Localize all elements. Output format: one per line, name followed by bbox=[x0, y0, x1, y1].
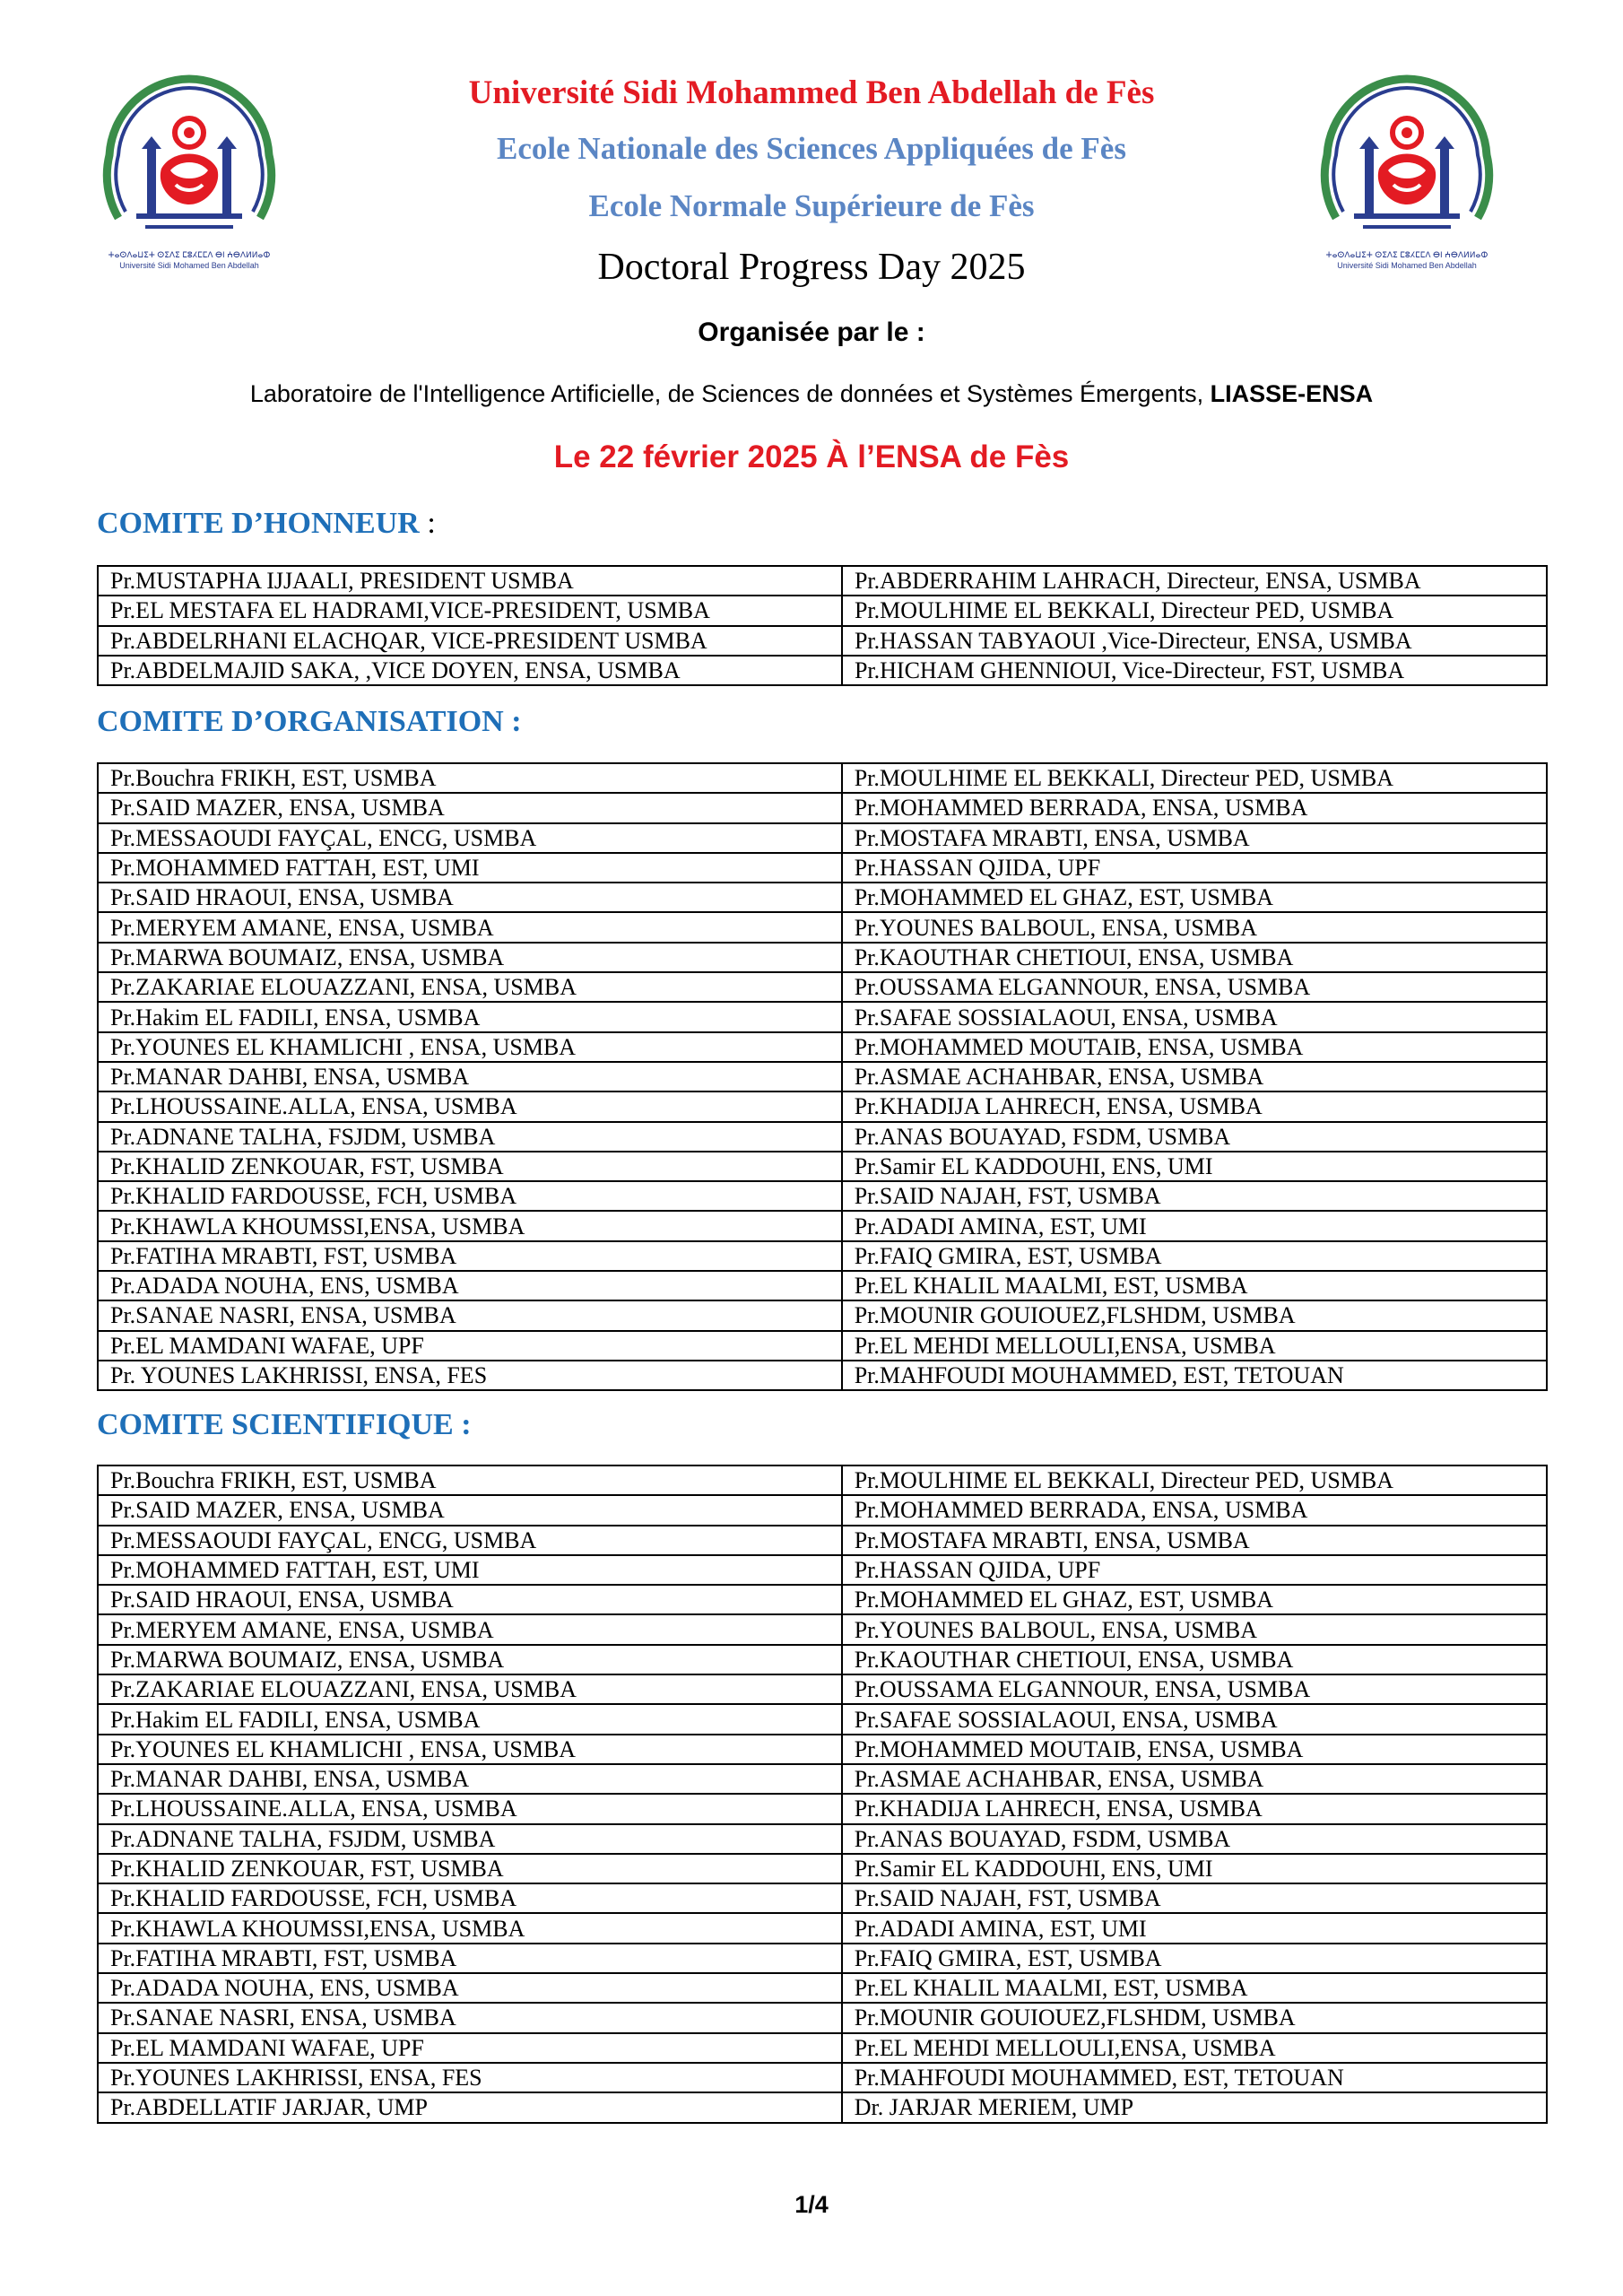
table-row bbox=[98, 823, 1547, 853]
table-row bbox=[98, 1794, 1547, 1823]
member-cell-right: Pr.SAFAE SOSSIALAOUI, ENSA, USMBA bbox=[842, 1704, 1547, 1734]
member-cell-left: Pr.ADNANE TALHA, FSJDM, USMBA bbox=[98, 1122, 842, 1152]
member-cell-left: Pr.ADADA NOUHA, ENS, USMBA bbox=[98, 1973, 842, 2003]
member-cell-left: Pr.LHOUSSAINE.ALLA, ENSA, USMBA bbox=[98, 1794, 842, 1823]
member-cell-left: Pr.KHALID FARDOUSSE, FCH, USMBA bbox=[98, 1181, 842, 1211]
table-row bbox=[98, 2092, 1547, 2122]
member-cell-right: Pr.MOULHIME EL BEKKALI, Directeur PED, USMBA bbox=[842, 596, 1547, 625]
member-cell-left: Pr.Hakim EL FADILI, ENSA, USMBA bbox=[98, 1704, 842, 1734]
table-row bbox=[98, 1465, 1547, 1495]
table-row bbox=[98, 1361, 1547, 1390]
member-cell-left: Pr. YOUNES LAKHRISSI, ENSA, FES bbox=[98, 1361, 842, 1390]
table-row bbox=[98, 1032, 1547, 1062]
member-cell-right: Pr.MAHFOUDI MOUHAMMED, EST, TETOUAN bbox=[842, 1361, 1547, 1390]
member-cell-right: Pr.HASSAN TABYAOUI ,Vice-Directeur, ENSA, USMBA bbox=[842, 626, 1547, 656]
member-cell-left: Pr.MARWA BOUMAIZ, ENSA, USMBA bbox=[98, 943, 842, 972]
table-row bbox=[98, 1002, 1547, 1031]
table-row bbox=[98, 656, 1547, 685]
member-cell-left: Pr.ABDELLATIF JARJAR, UMP bbox=[98, 2092, 842, 2122]
member-cell-left: Pr.ADNANE TALHA, FSJDM, USMBA bbox=[98, 1824, 842, 1854]
table-row bbox=[98, 853, 1547, 883]
member-cell-right: Pr.ASMAE ACHAHBAR, ENSA, USMBA bbox=[842, 1764, 1547, 1794]
member-cell-left: Pr.KHALID FARDOUSSE, FCH, USMBA bbox=[98, 1883, 842, 1913]
table-row bbox=[98, 1854, 1547, 1883]
member-cell-left: Pr.MARWA BOUMAIZ, ENSA, USMBA bbox=[98, 1645, 842, 1674]
member-cell-right: Pr.MOUNIR GOUIOUEZ,FLSHDM, USMBA bbox=[842, 1300, 1547, 1330]
table-comite-scientifique bbox=[97, 1465, 1548, 2124]
table-row bbox=[98, 566, 1547, 596]
table-comite-honneur bbox=[97, 565, 1548, 686]
member-cell-right: Pr.YOUNES BALBOUL, ENSA, USMBA bbox=[842, 1614, 1547, 1644]
table-row bbox=[98, 1300, 1547, 1330]
member-cell-left: Pr.MUSTAPHA IJJAALI, PRESIDENT USMBA bbox=[98, 566, 842, 596]
member-cell-left: Pr.MERYEM AMANE, ENSA, USMBA bbox=[98, 1614, 842, 1644]
member-cell-left: Pr.EL MAMDANI WAFAE, UPF bbox=[98, 2033, 842, 2063]
member-cell-left: Pr.SAID MAZER, ENSA, USMBA bbox=[98, 793, 842, 822]
laboratory-acronym: LIASSE-ENSA bbox=[1210, 380, 1374, 407]
member-cell-right: Pr.ADADI AMINA, EST, UMI bbox=[842, 1211, 1547, 1240]
table-row bbox=[98, 626, 1547, 656]
member-cell-right: Pr.OUSSAMA ELGANNOUR, ENSA, USMBA bbox=[842, 1674, 1547, 1704]
member-cell-right: Pr.Samir EL KADDOUHI, ENS, UMI bbox=[842, 1152, 1547, 1181]
member-cell-right: Pr.MOHAMMED EL GHAZ, EST, USMBA bbox=[842, 883, 1547, 912]
table-row bbox=[98, 2063, 1547, 2092]
member-cell-right: Pr.MOHAMMED BERRADA, ENSA, USMBA bbox=[842, 1495, 1547, 1525]
laboratory-name: Laboratoire de l'Intelligence Artificielle, de Sciences de données et Systèmes Émergents, bbox=[249, 380, 1204, 407]
member-cell-right: Pr.KHADIJA LAHRECH, ENSA, USMBA bbox=[842, 1794, 1547, 1823]
member-cell-left: Pr.ADADA NOUHA, ENS, USMBA bbox=[98, 1271, 842, 1300]
table-row bbox=[98, 1764, 1547, 1794]
table-row bbox=[98, 972, 1547, 1002]
member-cell-left: Pr.YOUNES EL KHAMLICHI , ENSA, USMBA bbox=[98, 1735, 842, 1764]
table-row bbox=[98, 1735, 1547, 1764]
table-row bbox=[98, 1645, 1547, 1674]
member-cell-left: Pr.LHOUSSAINE.ALLA, ENSA, USMBA bbox=[98, 1091, 842, 1121]
table-row bbox=[98, 943, 1547, 972]
member-cell-right: Pr.MOHAMMED MOUTAIB, ENSA, USMBA bbox=[842, 1032, 1547, 1062]
member-cell-left: Pr.SAID HRAOUI, ENSA, USMBA bbox=[98, 883, 842, 912]
laboratory-line bbox=[0, 380, 1623, 408]
member-cell-right: Pr.KHADIJA LAHRECH, ENSA, USMBA bbox=[842, 1091, 1547, 1121]
member-cell-right: Pr.ADADI AMINA, EST, UMI bbox=[842, 1913, 1547, 1943]
logo-caption-tifinagh: ⵜⴰⵙⴷⴰⵡⵉⵜ ⵙⵉⴷⵉ ⵎⵓⵃⵎⵎⴷ ⴱⵏ ⵄⴱⴷⵍⵍⴰⵀ bbox=[108, 250, 271, 259]
member-cell-right: Pr.EL MEHDI MELLOULI,ENSA, USMBA bbox=[842, 2033, 1547, 2063]
section-title-honneur bbox=[97, 507, 436, 541]
section-title-honneur-text: COMITE D’HONNEUR bbox=[97, 507, 420, 540]
logo-caption-tifinagh: ⵜⴰⵙⴷⴰⵡⵉⵜ ⵙⵉⴷⵉ ⵎⵓⵃⵎⵎⴷ ⴱⵏ ⵄⴱⴷⵍⵍⴰⵀ bbox=[1325, 250, 1488, 259]
member-cell-left: Pr.MANAR DAHBI, ENSA, USMBA bbox=[98, 1764, 842, 1794]
table-row bbox=[98, 596, 1547, 625]
member-cell-left: Pr.EL MAMDANI WAFAE, UPF bbox=[98, 1331, 842, 1361]
section-title-scientifique: COMITE SCIENTIFIQUE : bbox=[97, 1408, 472, 1441]
table-row bbox=[98, 1883, 1547, 1913]
table-row bbox=[98, 1152, 1547, 1181]
member-cell-right: Pr.MOULHIME EL BEKKALI, Directeur PED, USMBA bbox=[842, 1465, 1547, 1495]
table-row bbox=[98, 1526, 1547, 1555]
member-cell-left: Pr.MERYEM AMANE, ENSA, USMBA bbox=[98, 912, 842, 942]
table-row bbox=[98, 1824, 1547, 1854]
table-row bbox=[98, 1211, 1547, 1240]
member-cell-right: Pr.ANAS BOUAYAD, FSDM, USMBA bbox=[842, 1122, 1547, 1152]
member-cell-right: Pr.YOUNES BALBOUL, ENSA, USMBA bbox=[842, 912, 1547, 942]
member-cell-right: Pr.OUSSAMA ELGANNOUR, ENSA, USMBA bbox=[842, 972, 1547, 1002]
member-cell-right: Dr. JARJAR MERIEM, UMP bbox=[842, 2092, 1547, 2122]
member-cell-right: Pr.MOHAMMED BERRADA, ENSA, USMBA bbox=[842, 793, 1547, 822]
page-number: 1/4 bbox=[794, 2191, 829, 2218]
table-row bbox=[98, 1241, 1547, 1271]
member-cell-right: Pr.EL KHALIL MAALMI, EST, USMBA bbox=[842, 1271, 1547, 1300]
table-row bbox=[98, 1331, 1547, 1361]
table-row bbox=[98, 1062, 1547, 1091]
table-comite-organisation bbox=[97, 762, 1548, 1391]
organized-by-label: Organisée par le : bbox=[698, 317, 925, 347]
table-row bbox=[98, 912, 1547, 942]
member-cell-left: Pr.ZAKARIAE ELOUAZZANI, ENSA, USMBA bbox=[98, 1674, 842, 1704]
member-cell-right: Pr.MOHAMMED MOUTAIB, ENSA, USMBA bbox=[842, 1735, 1547, 1764]
member-cell-left: Pr.ZAKARIAE ELOUAZZANI, ENSA, USMBA bbox=[98, 972, 842, 1002]
table-row bbox=[98, 1555, 1547, 1585]
member-cell-right: Pr.FAIQ GMIRA, EST, USMBA bbox=[842, 1944, 1547, 1973]
member-cell-left: Pr.YOUNES EL KHAMLICHI , ENSA, USMBA bbox=[98, 1032, 842, 1062]
member-cell-left: Pr.FATIHA MRABTI, FST, USMBA bbox=[98, 1944, 842, 1973]
table-row bbox=[98, 1181, 1547, 1211]
member-cell-left: Pr.SAID HRAOUI, ENSA, USMBA bbox=[98, 1585, 842, 1614]
member-cell-right: Pr.EL KHALIL MAALMI, EST, USMBA bbox=[842, 1973, 1547, 2003]
member-cell-left: Pr.MESSAOUDI FAYÇAL, ENCG, USMBA bbox=[98, 1526, 842, 1555]
logo-caption-latin: Université Sidi Mohamed Ben Abdellah bbox=[1337, 261, 1477, 270]
member-cell-left: Pr.Bouchra FRIKH, EST, USMBA bbox=[98, 1465, 842, 1495]
member-cell-right: Pr.KAOUTHAR CHETIOUI, ENSA, USMBA bbox=[842, 1645, 1547, 1674]
table-row bbox=[98, 1271, 1547, 1300]
table-row bbox=[98, 1944, 1547, 1973]
member-cell-left: Pr.KHAWLA KHOUMSSI,ENSA, USMBA bbox=[98, 1913, 842, 1943]
member-cell-left: Pr.ABDELMAJID SAKA, ,VICE DOYEN, ENSA, USMBA bbox=[98, 656, 842, 685]
table-row bbox=[98, 1495, 1547, 1525]
member-cell-left: Pr.YOUNES LAKHRISSI, ENSA, FES bbox=[98, 2063, 842, 2092]
section-title-honneur-suffix: : bbox=[419, 507, 436, 540]
member-cell-left: Pr.ABDELRHANI ELACHQAR, VICE-PRESIDENT USMBA bbox=[98, 626, 842, 656]
member-cell-left: Pr.SANAE NASRI, ENSA, USMBA bbox=[98, 1300, 842, 1330]
member-cell-right: Pr.SAFAE SOSSIALAOUI, ENSA, USMBA bbox=[842, 1002, 1547, 1031]
member-cell-right: Pr.Samir EL KADDOUHI, ENS, UMI bbox=[842, 1854, 1547, 1883]
table-row bbox=[98, 1674, 1547, 1704]
member-cell-right: Pr.MOHAMMED EL GHAZ, EST, USMBA bbox=[842, 1585, 1547, 1614]
university-name: Université Sidi Mohammed Ben Abdellah de Fès bbox=[468, 74, 1155, 111]
table-row bbox=[98, 1122, 1547, 1152]
school-ensa-name: Ecole Nationale des Sciences Appliquées de Fès bbox=[497, 131, 1126, 166]
member-cell-left: Pr.MOHAMMED FATTAH, EST, UMI bbox=[98, 1555, 842, 1585]
member-cell-left: Pr.Bouchra FRIKH, EST, USMBA bbox=[98, 763, 842, 793]
table-row bbox=[98, 2003, 1547, 2032]
school-ens-name: Ecole Normale Supérieure de Fès bbox=[588, 188, 1035, 223]
member-cell-right: Pr.KAOUTHAR CHETIOUI, ENSA, USMBA bbox=[842, 943, 1547, 972]
member-cell-left: Pr.MESSAOUDI FAYÇAL, ENCG, USMBA bbox=[98, 823, 842, 853]
table-row bbox=[98, 1973, 1547, 2003]
table-row bbox=[98, 2033, 1547, 2063]
member-cell-left: Pr.FATIHA MRABTI, FST, USMBA bbox=[98, 1241, 842, 1271]
member-cell-right: Pr.ANAS BOUAYAD, FSDM, USMBA bbox=[842, 1824, 1547, 1854]
member-cell-right: Pr.MOULHIME EL BEKKALI, Directeur PED, USMBA bbox=[842, 763, 1547, 793]
section-title-organisation: COMITE D’ORGANISATION : bbox=[97, 705, 522, 738]
event-title: Doctoral Progress Day 2025 bbox=[597, 247, 1026, 288]
logo-caption-latin: Université Sidi Mohamed Ben Abdellah bbox=[119, 261, 259, 270]
table-row bbox=[98, 1585, 1547, 1614]
member-cell-left: Pr.KHALID ZENKOUAR, FST, USMBA bbox=[98, 1854, 842, 1883]
member-cell-left: Pr.MOHAMMED FATTAH, EST, UMI bbox=[98, 853, 842, 883]
member-cell-left: Pr.EL MESTAFA EL HADRAMI,VICE-PRESIDENT, USMBA bbox=[98, 596, 842, 625]
member-cell-right: Pr.ASMAE ACHAHBAR, ENSA, USMBA bbox=[842, 1062, 1547, 1091]
member-cell-right: Pr.HICHAM GHENNIOUI, Vice-Directeur, FST, USMBA bbox=[842, 656, 1547, 685]
member-cell-right: Pr.HASSAN QJIDA, UPF bbox=[842, 1555, 1547, 1585]
member-cell-left: Pr.SAID MAZER, ENSA, USMBA bbox=[98, 1495, 842, 1525]
member-cell-right: Pr.SAID NAJAH, FST, USMBA bbox=[842, 1883, 1547, 1913]
member-cell-right: Pr.SAID NAJAH, FST, USMBA bbox=[842, 1181, 1547, 1211]
member-cell-left: Pr.KHAWLA KHOUMSSI,ENSA, USMBA bbox=[98, 1211, 842, 1240]
event-date-place: Le 22 février 2025 À l’ENSA de Fès bbox=[553, 439, 1070, 474]
table-row bbox=[98, 793, 1547, 822]
table-row bbox=[98, 1704, 1547, 1734]
table-row bbox=[98, 1091, 1547, 1121]
member-cell-right: Pr.MOSTAFA MRABTI, ENSA, USMBA bbox=[842, 823, 1547, 853]
member-cell-left: Pr.Hakim EL FADILI, ENSA, USMBA bbox=[98, 1002, 842, 1031]
member-cell-left: Pr.SANAE NASRI, ENSA, USMBA bbox=[98, 2003, 842, 2032]
table-row bbox=[98, 763, 1547, 793]
member-cell-left: Pr.MANAR DAHBI, ENSA, USMBA bbox=[98, 1062, 842, 1091]
member-cell-right: Pr.ABDERRAHIM LAHRACH, Directeur, ENSA, USMBA bbox=[842, 566, 1547, 596]
member-cell-right: Pr.MOSTAFA MRABTI, ENSA, USMBA bbox=[842, 1526, 1547, 1555]
member-cell-right: Pr.MAHFOUDI MOUHAMMED, EST, TETOUAN bbox=[842, 2063, 1547, 2092]
member-cell-right: Pr.HASSAN QJIDA, UPF bbox=[842, 853, 1547, 883]
member-cell-left: Pr.KHALID ZENKOUAR, FST, USMBA bbox=[98, 1152, 842, 1181]
table-row bbox=[98, 883, 1547, 912]
member-cell-right: Pr.MOUNIR GOUIOUEZ,FLSHDM, USMBA bbox=[842, 2003, 1547, 2032]
table-row bbox=[98, 1913, 1547, 1943]
member-cell-right: Pr.EL MEHDI MELLOULI,ENSA, USMBA bbox=[842, 1331, 1547, 1361]
table-row bbox=[98, 1614, 1547, 1644]
member-cell-right: Pr.FAIQ GMIRA, EST, USMBA bbox=[842, 1241, 1547, 1271]
